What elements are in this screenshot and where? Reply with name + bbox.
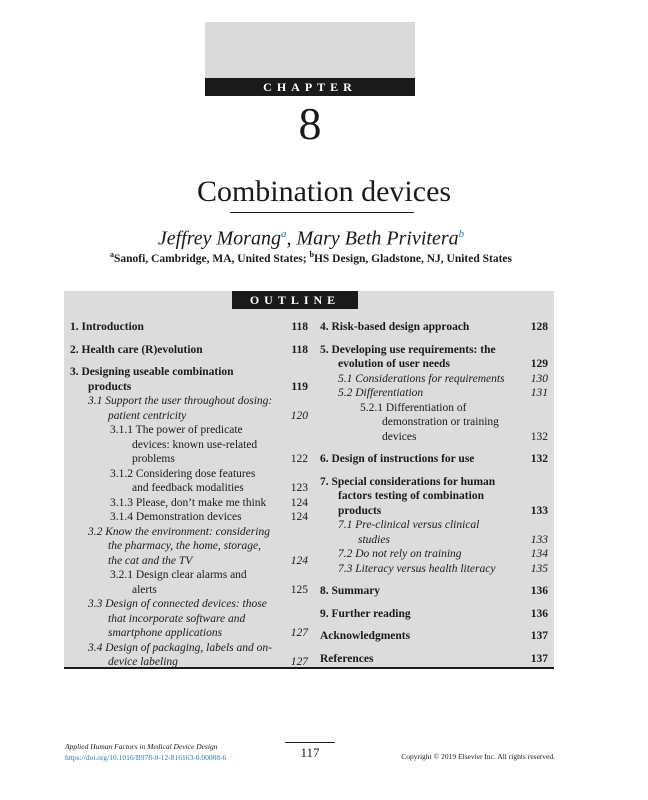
outline-item-title: 3. Designing useable combination products xyxy=(70,366,234,393)
outline-item-title: 5. Developing use requirements: the evolution of user needs xyxy=(320,343,496,370)
outline-item-page: 130 xyxy=(530,372,548,385)
outline-item[interactable] xyxy=(320,386,548,401)
outline-item-page: 118 xyxy=(291,321,308,333)
outline-item[interactable] xyxy=(320,547,548,562)
copyright: Copyright © 2019 Elsevier Inc. All rights reserved. xyxy=(401,752,555,761)
outline-item[interactable] xyxy=(320,584,548,599)
outline-item-page: 136 xyxy=(530,585,548,597)
outline-item[interactable] xyxy=(70,641,308,670)
affiliation-sup: b xyxy=(309,250,314,259)
author-sup: b xyxy=(458,228,465,240)
outline-item-page: 136 xyxy=(530,607,548,620)
outline-item[interactable] xyxy=(320,372,548,387)
outline-item-title: 3.2.1 Design clear alarms and alerts xyxy=(110,569,247,596)
outline-item[interactable] xyxy=(70,597,308,641)
outline-item-page: 124 xyxy=(290,511,308,523)
outline-item[interactable] xyxy=(70,525,308,569)
book-title: Applied Human Factors in Medical Device Design xyxy=(65,742,218,751)
outline-item-title: Acknowledgments xyxy=(320,630,411,642)
title-rule xyxy=(230,212,414,213)
outline-item[interactable] xyxy=(70,320,308,335)
outline-item-page: 137 xyxy=(530,630,548,642)
outline-item-page: 128 xyxy=(530,321,548,333)
doi-link[interactable]: https://doi.org/10.1016/B978-0-12-816163-0.00008-6 xyxy=(65,753,227,762)
outline-item-page: 119 xyxy=(291,380,308,393)
outline-item-page: 133 xyxy=(530,504,548,517)
outline-column-left xyxy=(70,320,308,670)
outline-item-title: 8. Summary xyxy=(320,585,381,597)
outline-item-page: 124 xyxy=(290,496,308,509)
author-sep: , xyxy=(286,227,297,250)
outline-item[interactable] xyxy=(70,510,308,525)
outline-item-title: References xyxy=(320,652,374,665)
outline-item-page: 125 xyxy=(290,583,308,596)
chapter-label: CHAPTER xyxy=(205,78,415,96)
outline-item-page: 137 xyxy=(530,652,548,665)
outline-item[interactable] xyxy=(320,607,548,622)
chapter-header-box xyxy=(205,22,415,78)
author-name: Mary Beth Privitera xyxy=(296,227,459,250)
outline-item[interactable] xyxy=(320,475,548,519)
outline-item[interactable] xyxy=(320,343,548,372)
outline-item[interactable] xyxy=(70,394,308,423)
author-sup: a xyxy=(280,228,287,240)
affiliation-text: HS Design, Gladstone, NJ, United States xyxy=(313,252,513,265)
outline-item-page: 135 xyxy=(530,562,548,575)
outline-item-title: 4. Risk-based design approach xyxy=(320,321,470,333)
outline-item-page: 132 xyxy=(530,453,548,465)
author-name: Jeffrey Morang xyxy=(157,227,281,250)
outline-item[interactable] xyxy=(70,343,308,358)
outline-item-page: 129 xyxy=(530,358,548,370)
outline-item[interactable] xyxy=(70,423,308,467)
outline-item-page: 118 xyxy=(291,343,308,356)
outline-item-title: 7.2 Do not rely on training xyxy=(338,548,462,560)
page-number: 117 xyxy=(285,742,335,761)
outline-item-page: 134 xyxy=(530,548,548,560)
outline-item-title: 3.3 Design of connected devices: those that incorporate software and smartphone applications xyxy=(88,598,267,639)
outline-item-title: 5.1 Considerations for requirements xyxy=(338,372,505,385)
outline-item[interactable] xyxy=(320,452,548,467)
outline-label: OUTLINE xyxy=(232,291,358,309)
outline-item-title: 3.2 Know the environment: considering the pharmacy, the home, storage, the cat and the TV xyxy=(88,525,270,567)
affiliation-text: Sanofi, Cambridge, MA, United States; xyxy=(113,252,310,265)
outline-item-title: 3.1.1 The power of predicate devices: known use-related problems xyxy=(110,424,258,465)
outline-item-title: 3.1 Support the user throughout dosing: patient centricity xyxy=(88,395,273,422)
outline-item-title: 5.2.1 Differentiation of demonstration or training devices xyxy=(360,401,499,443)
outline-item[interactable] xyxy=(70,365,308,394)
outline-item-title: 5.2 Differentiation xyxy=(338,387,424,399)
outline-item[interactable] xyxy=(70,568,308,597)
affiliations xyxy=(0,247,622,267)
chapter-title: Combination devices xyxy=(196,175,452,208)
outline-item-title: 3.4 Design of packaging, labels and on-device labeling xyxy=(88,641,272,668)
outline-item-page: 132 xyxy=(530,430,548,443)
outline-item[interactable] xyxy=(320,629,548,644)
outline-item-title: 3.1.2 Considering dose features and feedback modalities xyxy=(110,467,256,494)
outline-item-page: 123 xyxy=(290,482,308,494)
outline-item-page: 120 xyxy=(290,409,308,422)
outline-item[interactable] xyxy=(320,518,548,547)
outline-item-title: 6. Design of instructions for use xyxy=(320,453,475,465)
outline-item[interactable] xyxy=(320,401,548,445)
outline-item[interactable] xyxy=(70,467,308,496)
outline-item[interactable] xyxy=(70,496,308,511)
outline-item-title: 7. Special considerations for human factors testing of combination products xyxy=(320,475,496,517)
outline-item-title: 3.1.3 Please, don’t make me think xyxy=(110,496,267,509)
outline-item-page: 122 xyxy=(290,453,308,465)
outline-item[interactable] xyxy=(320,652,548,667)
outline-item-title: 7.1 Pre-clinical versus clinical studies xyxy=(338,519,480,546)
outline-item-title: 2. Health care (R)evolution xyxy=(70,343,203,356)
outline-item[interactable] xyxy=(320,562,548,577)
chapter-number: 8 xyxy=(298,98,322,149)
outline-item-page: 127 xyxy=(290,627,308,639)
outline-item-page: 133 xyxy=(530,533,548,546)
footer-citation xyxy=(65,741,226,763)
affiliation-sup: a xyxy=(109,250,114,259)
outline-item-title: 7.3 Literacy versus health literacy xyxy=(338,562,496,575)
outline-item[interactable] xyxy=(320,320,548,335)
outline-item-page: 131 xyxy=(530,387,548,399)
outline-item-title: 1. Introduction xyxy=(70,321,144,333)
outline-item-page: 124 xyxy=(290,554,308,567)
outline-item-title: 3.1.4 Demonstration devices xyxy=(110,511,242,523)
outline-item-page: 127 xyxy=(290,656,308,668)
outline-column-right xyxy=(320,320,548,666)
outline-item-title: 9. Further reading xyxy=(320,607,411,620)
